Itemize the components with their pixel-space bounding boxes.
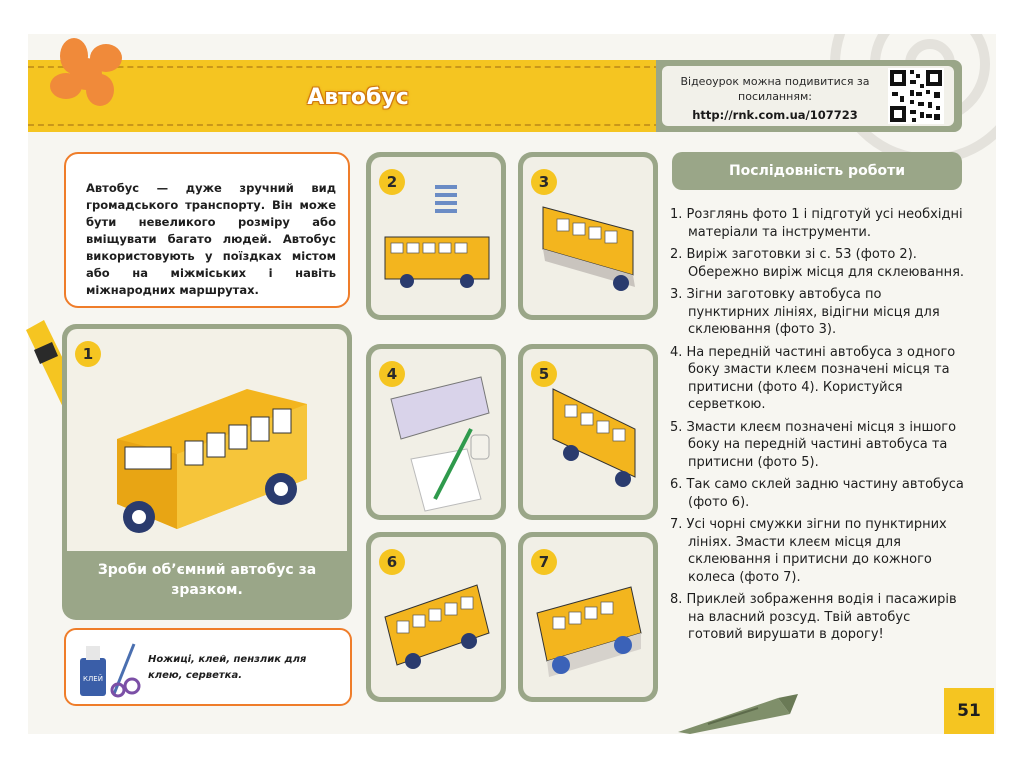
photo-number: 2 [379,169,405,195]
svg-text:КЛЕЙ: КЛЕЙ [83,675,103,683]
bus-icon [67,329,347,551]
photo-frame [366,152,506,320]
photo-number: 7 [531,549,557,575]
intro-box [64,152,350,308]
step-item: 2. Виріж заготовки зі с. 53 (фото 2). Обережно виріж місця для склеювання. [670,247,965,280]
photo-frame [518,344,658,520]
step-item: 4. На передній частині автобуса з одного боку змасти клеєм позначені місця та притисни (фото 4). Користуйся серветкою. [670,344,956,412]
photo-number: 4 [379,361,405,387]
steps-list [670,206,966,649]
photo-number: 5 [531,361,557,387]
glue-scissors-icon [74,636,144,698]
tools-box [64,628,352,706]
step-item: 1. Розглянь фото 1 і підготуй усі необхідні матеріали та інструменти. [670,207,963,240]
sequence-title: Послідовність роботи [672,152,962,190]
video-lesson-text: Відеоурок можна подивитися за посиланням: [680,75,870,103]
photo-number: 6 [379,549,405,575]
intro-text: Автобус — дуже зручний вид громадського транспорту. Він може бути невеликого розміру або вміщувати багато людей. Автобус використовують у поїздках містом або на міжміських і навіть міжнародних маршрутах. [86,181,336,297]
step-item: 6. Так само склей задню частину автобуса (фото 6). [670,477,964,510]
photo-number: 1 [75,341,101,367]
photo-frame [366,344,506,520]
photo-frame [518,532,658,702]
tools-text: Ножиці, клей, пензлик для клею, серветка. [148,654,307,681]
photo-frame [366,532,506,702]
page-number: 51 [944,688,994,734]
finished-bus-photo [67,329,347,551]
step-item: 3. Зігни заготовку автобуса по пунктирних лініях, відігни місця для склеювання (фото 3). [670,287,940,337]
flower-decoration-icon [44,34,140,114]
photo-number: 3 [531,169,557,195]
qr-code-icon[interactable] [888,68,944,124]
video-lesson-box [656,60,962,132]
step-item: 8. Приклей зображення водія і пасажирів на власний розсуд. Твій автобус готовий вирушати в дорогу! [670,592,957,642]
page-title: Автобус [307,85,409,110]
step-item: 7. Усі чорні смужки зігни по пунктирних лініях. Змасти клеєм місця для склеювання і притисни до кожного колеса (фото 7). [670,517,947,585]
main-photo-caption: Зроби об’ємний автобус за зразком. [97,562,317,598]
photo-frame [518,152,658,320]
crayon-decoration-icon [678,694,798,734]
video-lesson-link[interactable]: http://rnk.com.ua/107723 [692,108,858,122]
main-photo-frame [62,324,352,620]
step-item: 5. Змасти клеєм позначені місця з іншого боку на передній частині автобуса та притисни (фото 5). [670,419,957,470]
